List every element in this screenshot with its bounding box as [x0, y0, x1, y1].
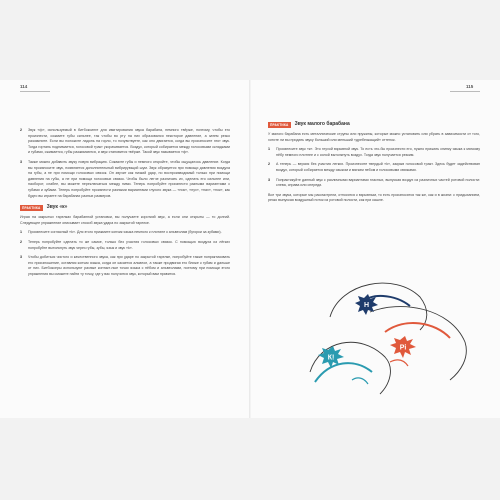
left-page-column [20, 128, 230, 281]
head-outline-middle [370, 307, 466, 380]
section-title: Звук «к» [46, 204, 68, 211]
lips-red [390, 360, 408, 366]
list-item [20, 230, 230, 236]
section-heading [20, 205, 230, 211]
right-page-column [268, 122, 480, 208]
list-text: Произнесите звук «к». Это глухой взрывной звук. То есть что-бы произнести его, нужно прижать спинку языка к мягкому нёбу немного плотнее и с силой вытолкнуть воздух. Тогда звук получается резким. [276, 147, 480, 157]
list-number: 1 [268, 147, 270, 152]
burst-k-label: К! [327, 354, 335, 362]
burst-pi-icon [390, 336, 416, 358]
practice-badge: ПРАКТИКА [22, 206, 41, 211]
list-item [20, 128, 230, 156]
head-profiles-illustration [300, 262, 480, 412]
head-outline-front [310, 342, 390, 394]
list-number: 3 [20, 159, 22, 164]
page-number-right: 115 [466, 84, 474, 89]
section-title: Звук малого барабана [294, 121, 350, 128]
list-item [20, 160, 230, 199]
list-number: 1 [20, 230, 22, 235]
list-text: Произнесите согласный «k». Для этого прижмите кончик языка немного к плотине к альвеолам (бугорки за зубами). [28, 230, 222, 235]
list-text: Теперь попробуйте сделать то же самое, только без участия голосовых связок. С помощью воздуха из лёгких попробуйте вытолкнуть звук через губы, зубы, язык и звук «k». [28, 239, 230, 250]
list-number: 2 [268, 162, 270, 167]
list-item [20, 240, 230, 251]
section-intro: У малого барабана есть металлические струны или пружины, которые можно установить или убрать в зависимости от того, хотите ли вы придать звуку больший или меньший «дребезжащий» оттенок. [268, 132, 480, 142]
section-intro: Играя на закрытых тарелках барабанной установки, вы получаете короткий звук, а если они открыты — то долгий. Следующее упражнение описывает способ звука удара по закрытой тарелке. [20, 215, 230, 225]
list-number: 2 [20, 128, 22, 132]
tongue-line-red [385, 323, 450, 338]
section-heading [268, 122, 480, 128]
book-gutter [249, 80, 251, 418]
folio-rule-left [20, 91, 50, 92]
list-item [268, 162, 480, 173]
page-number-left: 114 [20, 84, 28, 89]
list-item [268, 178, 480, 189]
burst-pi-label: Pi [399, 344, 407, 352]
list-text: Также можно добавить звуку новую вибрацию. Сожмите губы и немного откройте, чтобы ощущалось давление. Когда вы произносите звук, появляется дополнительный вибрирующий шум. Звук образуется при помощи давления воздуха на губы, а не при помощи голосовых связок. Он звучит как низкий удар, но воспроизводимый только при помощи давления на губы, а не при помощи голосовых связок. Чтобы было легче различать их, сделать его сильнее или, наоборот, слабее, вы можете переключаться между ними. Теперь попробуйте произнести разными вариантами с губами и зубами. Теперь попробуйте произнести разными вариантами глухого звука — «пок», «пух», «пах», «пок», как будто вы играете на барабанах разных размеров. [28, 159, 230, 198]
folio-rule-right [450, 91, 480, 92]
list-text: Чтобы добиться чистого и качественного звука, как при ударе по закрытой тарелке, попробуйте также попрактиковать его произношение, оставляя кончик языка, когда он касается альвеол, а также продвигая его ближе к губам и дальше от них. Битбоксеры используют разные контакт-ные точки языка с нёбом и альвеолами, поэтому при помощи этого упражнения вы сможете найти ту точку, где у вас получится звук, который вам нравится. [28, 255, 230, 276]
practice-badge: ПРАКТИКА [270, 123, 289, 127]
list-item [20, 255, 230, 277]
list-text: Звук «ф», используемый в битбоксинге для имитирования звука барабана, немного твёрже, поэтому, чтобы его произнести, сожмите губы сильнее, так чтобы во рту на них образовался некоторое давление, а затем резко разомкните. Если вы положите ладонь на горло, то почувствуете, как оно двигается, когда вы произносите этот звук. Тогда гортань поднимается, голосовой тракт укорачивается. Воздух, который собирается между голосовыми складками и губами, сжимается, губы разжимаются, и звук становится твёрже. Такой звук называется «ф». [28, 128, 230, 155]
list-item [268, 147, 480, 158]
section-outro: Все три звука, которые мы рассмотрели, относятся к взрывным, то есть произносятся так же, как и в жизни: с придыханием, резко выпуская воздушный поток из ротовой полости, как при кашле. [268, 192, 480, 203]
list-text: А теперь — версия без участия легких. Произнесите твердый «k», закрыв голосовой тракт. Здесь будет задействован воздух, который собирается между языком и мягким небом и голосовыми связками. [276, 162, 480, 172]
list-number: 2 [20, 239, 22, 244]
list-number: 3 [268, 177, 270, 182]
list-number: 3 [20, 255, 22, 260]
burst-h-label: Н [363, 302, 370, 309]
list-text: Попрактикуйте данный звук с различными вариантами гласных, выпуская воздух из различных частей ротовой полости: слева, справа или спереди. [276, 177, 480, 188]
lips-teal [352, 378, 368, 384]
